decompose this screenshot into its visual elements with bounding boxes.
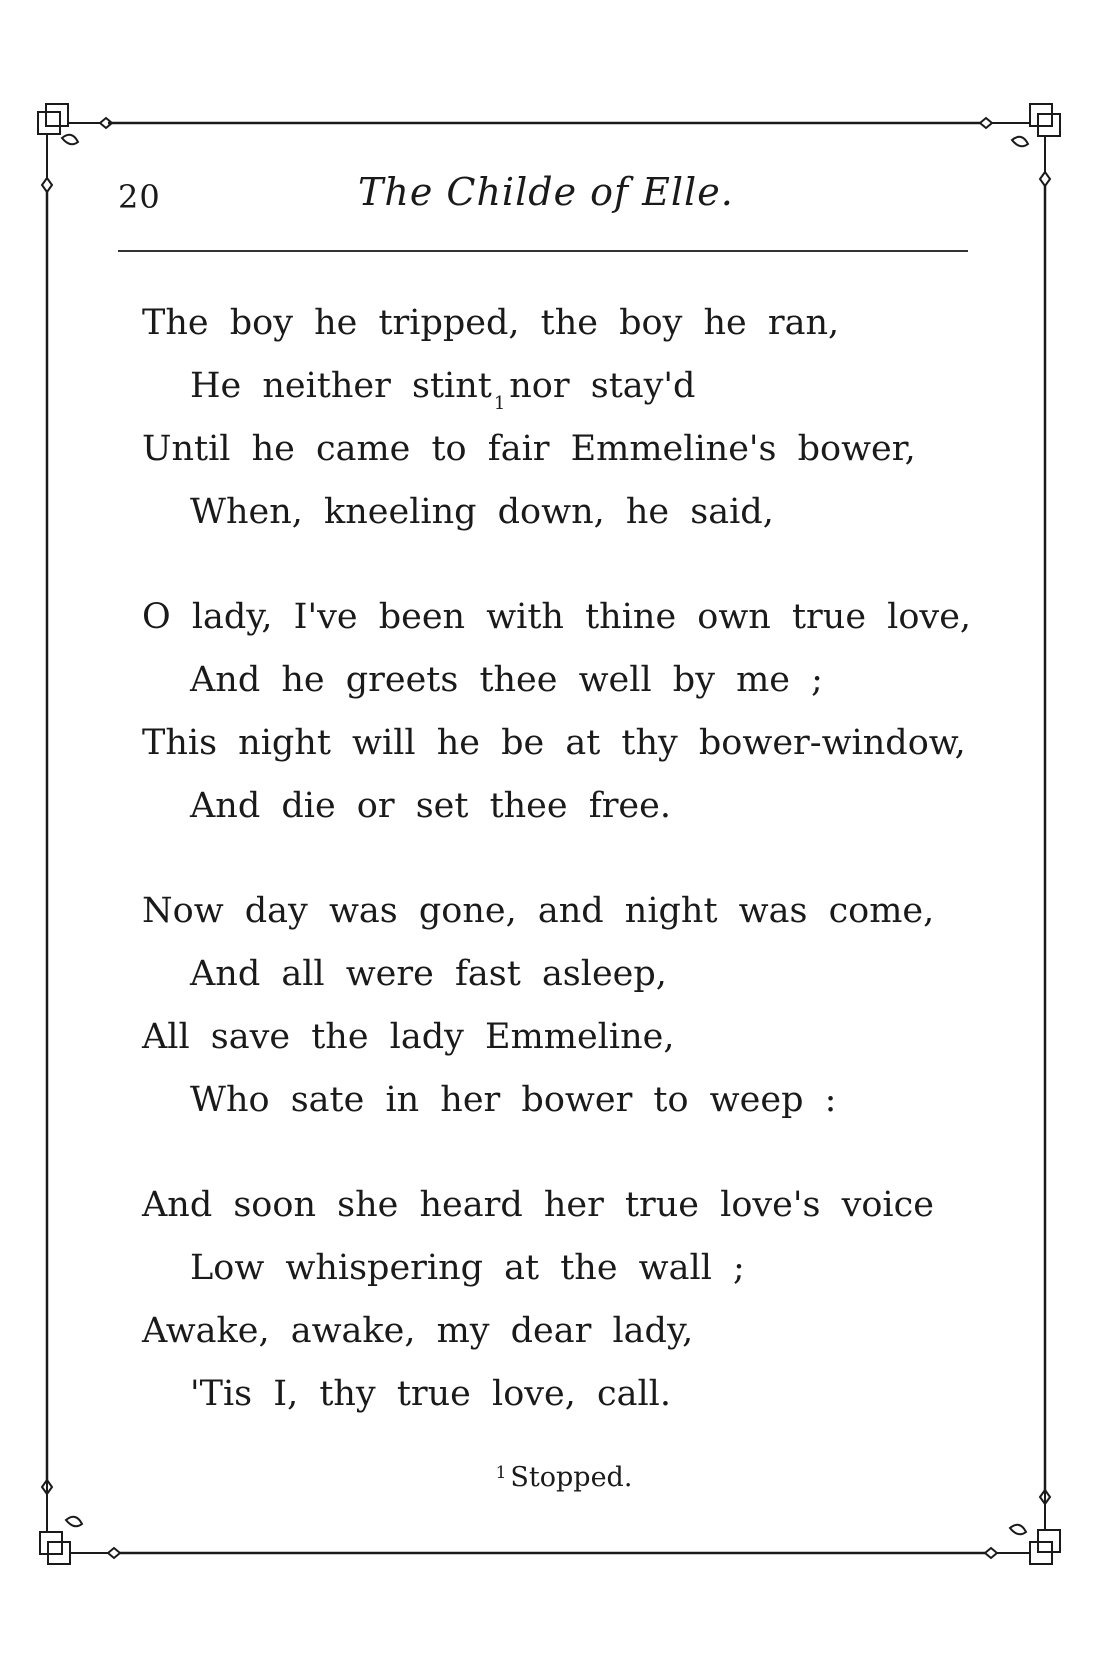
footnote-number: 1 bbox=[495, 1463, 507, 1483]
poem-line bbox=[142, 355, 1022, 418]
poem-line: And die or set thee free. bbox=[190, 786, 671, 826]
poem-line: Now day was gone, and night was come, bbox=[142, 891, 935, 931]
stanza bbox=[142, 586, 1022, 838]
poem-line: And he greets thee well by me ; bbox=[190, 660, 823, 700]
stanza bbox=[142, 880, 1022, 1132]
poem-body bbox=[142, 292, 1022, 1468]
poem-line: When, kneeling down, he said, bbox=[190, 492, 774, 532]
poem-line: 'Tis I, thy true love, call. bbox=[190, 1374, 671, 1414]
poem-line-text: He neither stint bbox=[190, 366, 492, 406]
poem-line: And soon she heard her true love's voice bbox=[142, 1185, 934, 1225]
poem-line: Awake, awake, my dear lady, bbox=[142, 1311, 694, 1351]
page-header bbox=[118, 170, 968, 230]
poem-line: Until he came to fair Emmeline's bower, bbox=[142, 429, 916, 469]
corner-ornament-top-left bbox=[38, 104, 112, 192]
corner-ornament-bottom-right bbox=[985, 1490, 1060, 1564]
poem-line: The boy he tripped, the boy he ran, bbox=[142, 303, 840, 343]
running-title: The Childe of Elle. bbox=[358, 170, 734, 214]
footnote-text: Stopped. bbox=[510, 1462, 633, 1493]
poem-line: All save the lady Emmeline, bbox=[142, 1017, 675, 1057]
poem-line: Low whispering at the wall ; bbox=[190, 1248, 745, 1288]
poem-line: O lady, I've been with thine own true love, bbox=[142, 597, 972, 637]
corner-ornament-top-right bbox=[980, 104, 1060, 186]
poem-line: Who sate in her bower to weep : bbox=[190, 1080, 837, 1120]
poem-line: And all were fast asleep, bbox=[190, 954, 667, 994]
poem-line: This night will he be at thy bower-window, bbox=[142, 723, 966, 763]
footnote bbox=[0, 1462, 1102, 1493]
stanza bbox=[142, 292, 1022, 544]
header-rule bbox=[118, 250, 968, 252]
page-number: 20 bbox=[118, 178, 161, 216]
poem-line-continuation: nor stay'd bbox=[509, 366, 696, 406]
footnote-marker: 1 bbox=[493, 393, 506, 414]
stanza bbox=[142, 1174, 1022, 1426]
